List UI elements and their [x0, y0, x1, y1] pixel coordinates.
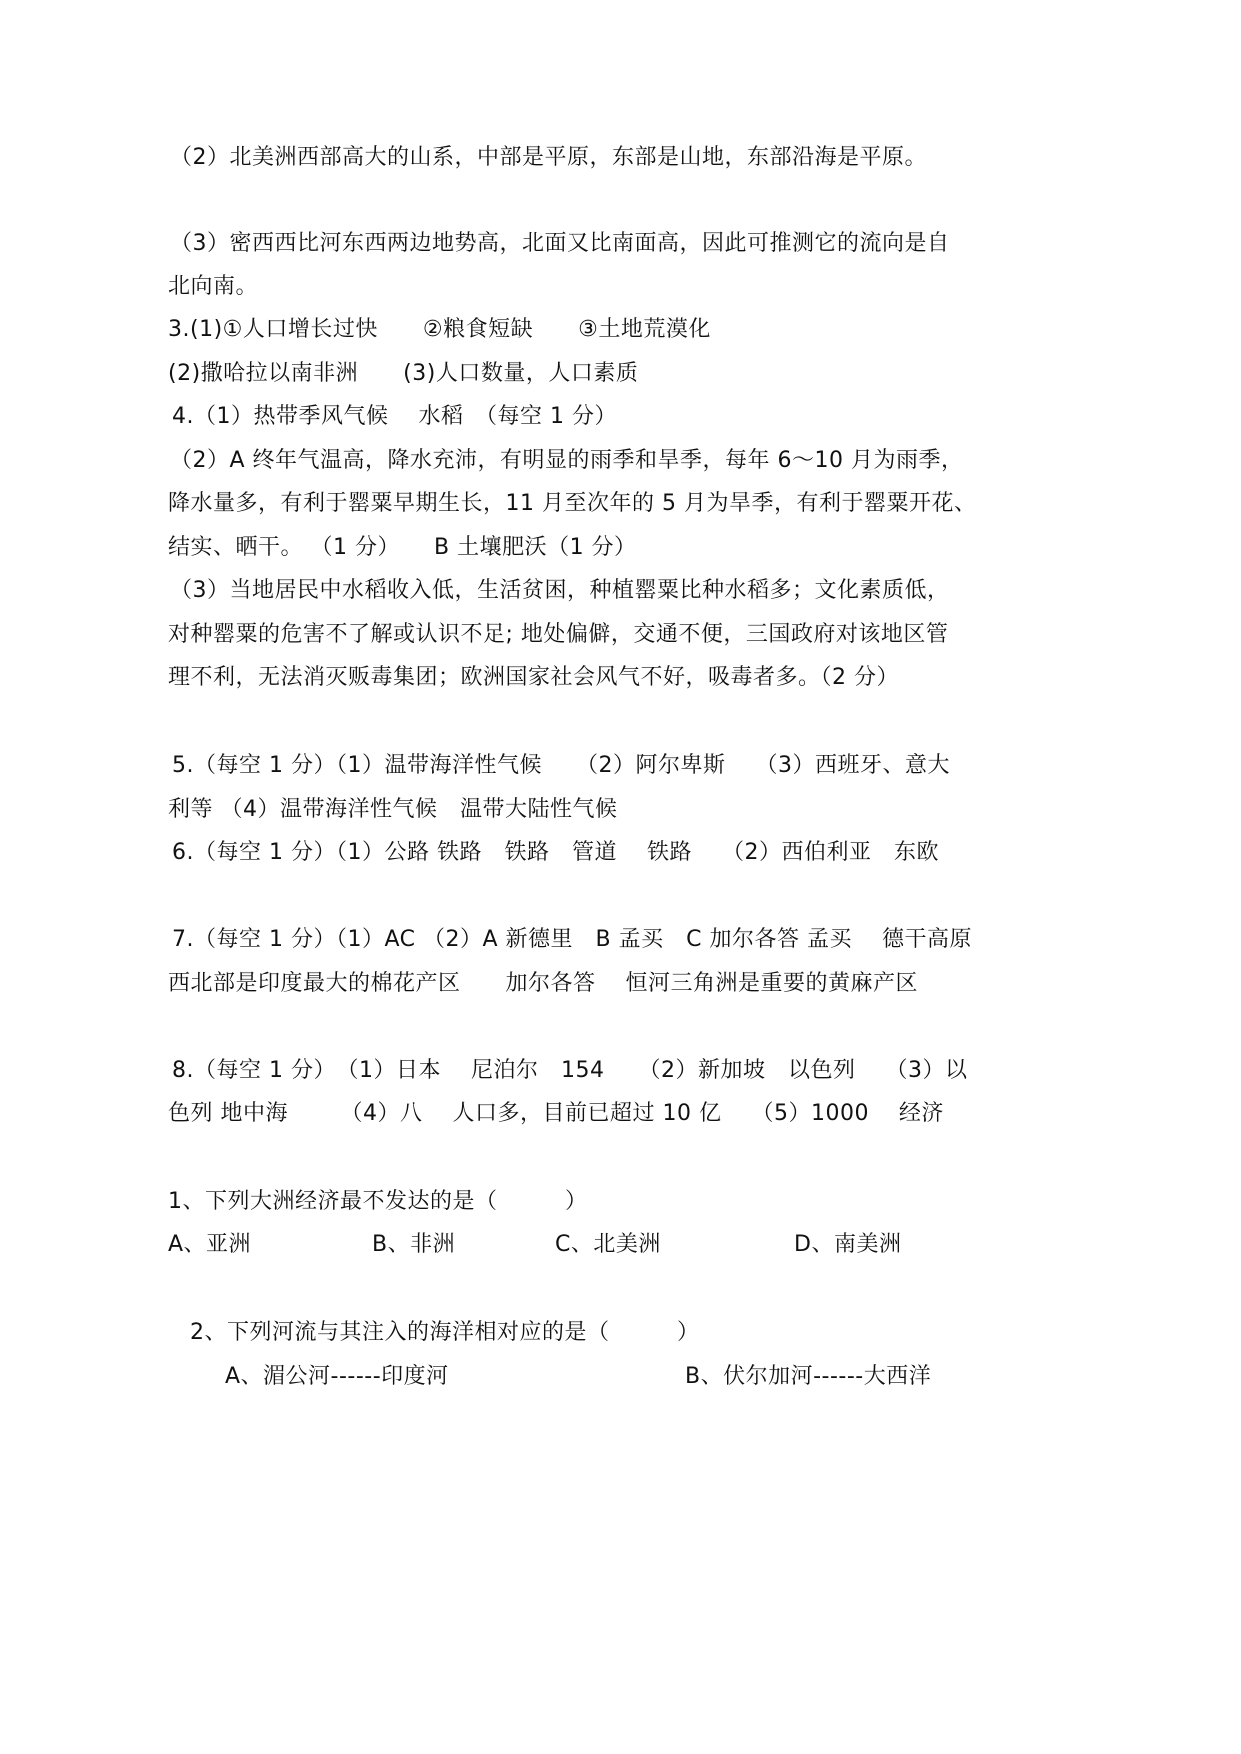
- question-1-option-d: D、南美洲: [794, 1232, 902, 1257]
- answer-4-2-line-3: 结实、晒干。 （1 分） B 土壤肥沃（1 分）: [168, 535, 637, 560]
- answer-2-3-line-1: （3）密西西比河东西两边地势高，北面又比南面高，因此可推测它的流向是自: [170, 231, 950, 256]
- answer-8-line-2: 色列 地中海 （4）八 人口多，目前已超过 10 亿 （5）1000 经济: [168, 1101, 944, 1126]
- answer-7-line-2: 西北部是印度最大的棉花产区 加尔各答 恒河三角洲是重要的黄麻产区: [168, 971, 918, 996]
- question-1-stem: 1、下列大洲经济最不发达的是（ ）: [168, 1189, 588, 1214]
- answer-3-line-2: (2)撒哈拉以南非洲 (3)人口数量，人口素质: [168, 361, 639, 386]
- question-2-option-b: B、伏尔加河------大西洋: [685, 1364, 932, 1389]
- answer-4-3-line-3: 理不利，无法消灭贩毒集团；欧洲国家社会风气不好，吸毒者多。（2 分）: [168, 665, 899, 690]
- answer-2-3-line-2: 北向南。: [168, 274, 259, 299]
- answer-7-line-1: 7.（每空 1 分）（1）AC （2）A 新德里 B 孟买 C 加尔各答 孟买 德干高原: [172, 927, 972, 952]
- answer-2-2: （2）北美洲西部高大的山系，中部是平原，东部是山地，东部沿海是平原。: [170, 145, 927, 170]
- answer-6: 6.（每空 1 分）（1）公路 铁路 铁路 管道 铁路 （2）西伯利亚 东欧: [172, 840, 939, 865]
- question-2-option-a: A、湄公河------印度河: [225, 1364, 449, 1389]
- question-1-option-a: A、亚洲: [168, 1232, 252, 1257]
- question-1-option-b: B、非洲: [372, 1232, 456, 1257]
- answer-3-line-1: 3.(1)①人口增长过快 ②粮食短缺 ③土地荒漠化: [168, 317, 711, 342]
- answer-5-line-1: 5.（每空 1 分）（1）温带海洋性气候 （2）阿尔卑斯 （3）西班牙、意大: [172, 753, 950, 778]
- answer-4-3-line-2: 对种罂粟的危害不了解或认识不足; 地处偏僻，交通不便，三国政府对该地区管: [168, 622, 949, 647]
- answer-4-1: 4.（1）热带季风气候 水稻 （每空 1 分）: [172, 404, 617, 429]
- answer-4-2-line-1: （2）A 终年气温高，降水充沛，有明显的雨季和旱季，每年 6～10 月为雨季，: [170, 448, 964, 473]
- answer-5-line-2: 利等 （4）温带海洋性气候 温带大陆性气候: [168, 797, 618, 822]
- question-2-stem: 2、下列河流与其注入的海洋相对应的是（ ）: [190, 1320, 700, 1345]
- answer-4-2-line-2: 降水量多，有利于罂粟早期生长，11 月至次年的 5 月为旱季，有利于罂粟开花、: [168, 491, 977, 516]
- answer-4-3-line-1: （3）当地居民中水稻收入低，生活贫困，种植罂粟比种水稻多；文化素质低，: [170, 578, 950, 603]
- answer-8-line-1: 8.（每空 1 分） （1）日本 尼泊尔 154 （2）新加坡 以色列 （3）以: [172, 1058, 968, 1083]
- question-1-option-c: C、北美洲: [555, 1232, 661, 1257]
